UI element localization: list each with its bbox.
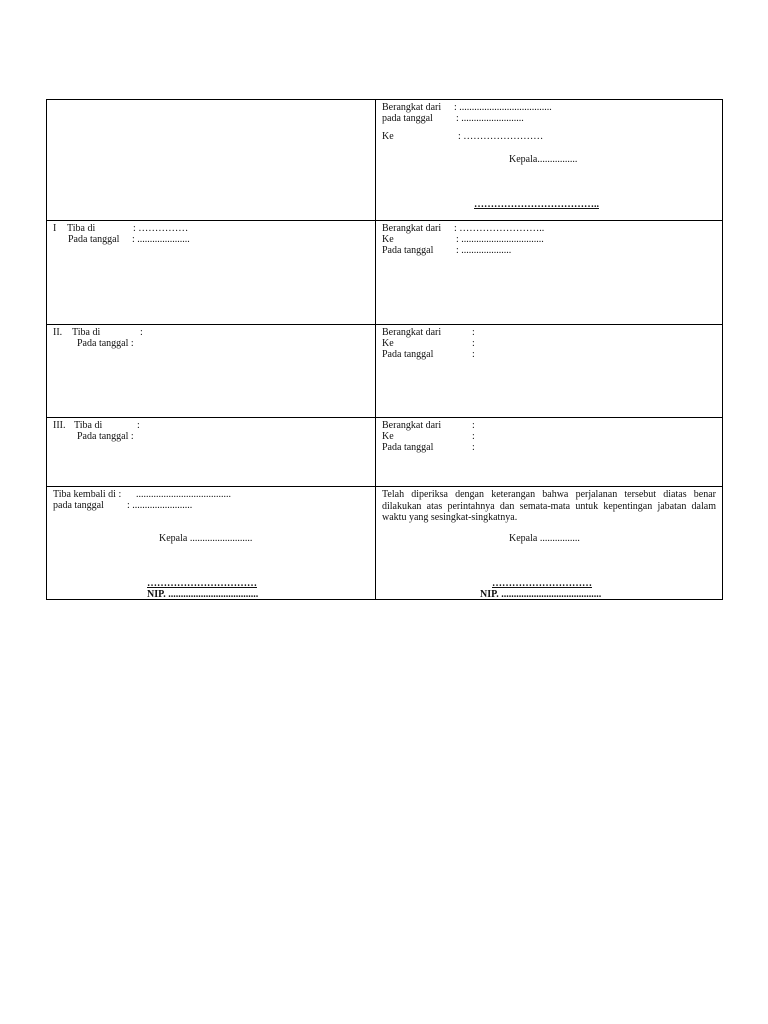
stop-number: I [53,223,57,234]
return-cell [47,487,376,600]
tiba-di-value: : [140,327,143,338]
signature-line: ………………………… [492,578,592,589]
tiba-di-value: : …………… [133,223,189,234]
berangkat-dari-label: Berangkat dari [382,102,442,113]
colon: : [472,349,475,360]
departure-cell-1 [376,221,722,325]
pada-tanggal-label: Pada tanggal [68,234,120,245]
signature-line: ……………………………….. [474,199,599,210]
pada-tanggal-label: Pada tanggal : [77,431,134,442]
form-row-departure [47,100,722,220]
ke-label: Ke [382,131,394,142]
departure-cell-2 [376,325,722,418]
tiba-di-value: : [137,420,140,431]
colon: : [472,327,475,338]
departure-cell [376,100,722,220]
stop-number: II. [53,327,63,338]
berangkat-dari-label: Berangkat dari [382,327,442,338]
berangkat-dari-value: : …………………….. [454,223,545,234]
pada-tanggal-label: Pada tanggal : [77,338,134,349]
form-row-return [47,486,722,600]
pada-tanggal-label: Pada tanggal [382,349,434,360]
colon: : [472,431,475,442]
pada-tanggal-label: Pada tanggal [382,442,434,453]
nip-label: NIP. .................................... [147,589,259,600]
tiba-di-label: Tiba di [67,223,96,234]
nip-label: NIP. ........................................ [480,589,602,600]
tiba-kembali-value: ...................................... [136,489,231,500]
form-row-stop-2 [47,324,722,418]
ke-value: : …………………… [458,131,544,142]
colon: : [472,420,475,431]
pada-tanggal-value: : ......................... [456,113,524,124]
form-row-stop-3 [47,417,722,487]
colon: : [472,338,475,349]
arrival-cell-1 [47,221,376,325]
tiba-di-label: Tiba di [72,327,101,338]
ke-value: : ................................. [456,234,544,245]
ke-label: Ke [382,234,394,245]
berangkat-dari-value: : ..................................... [454,102,552,113]
tiba-kembali-label: Tiba kembali di : [53,489,122,500]
departure-cell-3 [376,418,722,487]
signature-line: …………………………… [147,578,257,589]
kepala-label: Kepala ......................... [159,533,253,544]
colon: : [472,442,475,453]
berangkat-dari-label: Berangkat dari [382,420,442,431]
ke-label: Ke [382,431,394,442]
stop-number: III. [53,420,66,431]
travel-form-table [46,99,723,600]
arrival-cell-2 [47,325,376,418]
pada-tanggal-label: pada tanggal [53,500,104,511]
pada-tanggal-label: pada tanggal [382,113,433,124]
form-row-stop-1 [47,220,722,325]
verification-statement: Telah diperiksa dengan keterangan bahwa perjalanan tersebut diatas benar dilakukan atas perintahnya dan semata-mata untuk kepentingan jabatan dalam waktu yang sesingkat-singkatnya. [382,489,716,523]
verification-cell [376,487,722,600]
berangkat-dari-label: Berangkat dari [382,223,442,234]
pada-tanggal-label: Pada tanggal [382,245,434,256]
arrival-cell-3 [47,418,376,487]
kepala-label: Kepala................ [509,154,578,165]
kepala-label: Kepala ................ [509,533,580,544]
empty-left-cell [47,100,376,220]
pada-tanggal-value: : ........................ [127,500,193,511]
pada-tanggal-value: : ..................... [132,234,190,245]
ke-label: Ke [382,338,394,349]
pada-tanggal-value: : .................... [456,245,512,256]
tiba-di-label: Tiba di [74,420,103,431]
